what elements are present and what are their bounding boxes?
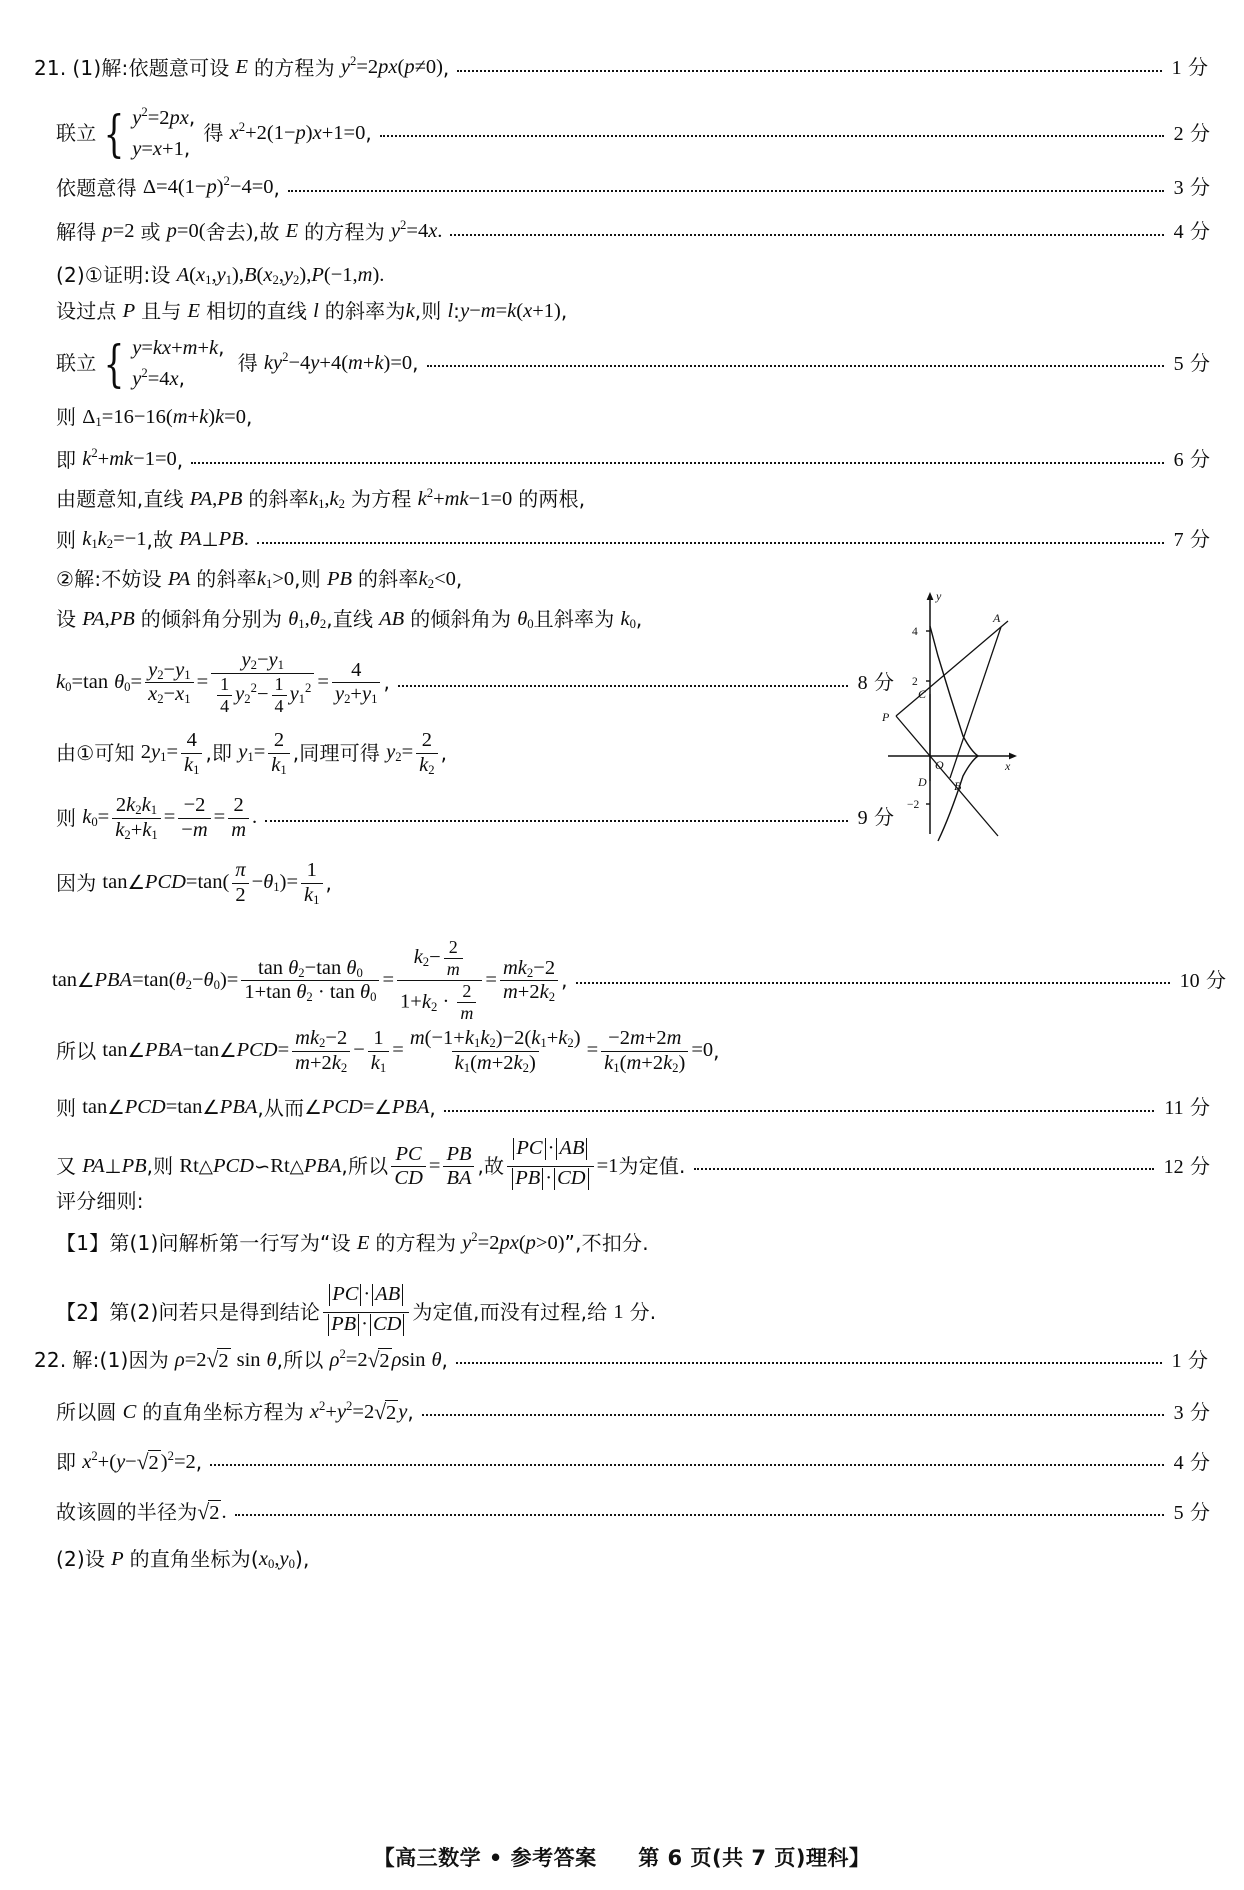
svg-text:C: C — [918, 687, 927, 701]
svg-text:2: 2 — [912, 676, 918, 688]
svg-text:B: B — [954, 779, 962, 793]
line-21-angles: 设 PA , PB 的倾斜角分别为 $\theta_1$ , $\theta_2$ ,直线 AB 的倾斜角为 $\theta_0$ 且斜率为 $k_0$ , — [56, 607, 643, 632]
dot-leader — [444, 1098, 1154, 1119]
line-22-1: 22. 解:(1)因为 ρ = 2 √ 2 sin θ ,所以 $\rho^2$ = 2 √ 2 ρ sin θ , 1 分 — [34, 1347, 1208, 1373]
svg-text:A: A — [993, 611, 1001, 625]
dot-leader — [265, 808, 847, 829]
line-21-by1: 由①可知 2 $y_1$ = $\frac{4}{k_1}$ ,即 $y_1$ = $\frac{2}{k_1}$ ,同理可得 $y_2$ = $\frac{2}{k_2}$ , — [56, 729, 448, 777]
line-21-pcd: 因为 tan ∠ PCD = tan( $\frac{\pi}{2}$ − $\theta_1$ ) = $\frac{1}{k_1}$ , — [56, 859, 333, 907]
svg-text:4: 4 — [912, 626, 918, 638]
line-21-pba: tan ∠ PBA = tan( $\theta_2$ − $\theta_0$ ) = $\frac{\tan \theta_2-\tan \theta_0}{1+\tan \theta_2 \cdot \tan \theta_0}$ = $k_2-$ $\frac{2}{m}$ $1+k_2$ · $\frac{2}{m}$ = $\frac{mk_2-2}{m+2k_2}$ , 10 分 — [52, 937, 1226, 1024]
dot-leader — [457, 58, 1161, 79]
line-21-lianli-2: 联立 { y=kx+m+k, $y^2=4x$, 得 $ky^2$ − 4 y + 4( m + k ) = 0 , 5 分 — [56, 334, 1210, 393]
line-22-4: 故该圆的半径为 √ 2 . 5 分 — [56, 1499, 1210, 1525]
score-21-11: 11 分 — [1164, 1095, 1210, 1119]
problem-22-number: 22. — [34, 1348, 67, 1373]
line-21-1: 21. (1)解:依题意可设 E 的方程为 $y^2$ = 2 px ( p ≠ 0) , 1 分 — [34, 54, 1208, 80]
dot-leader — [694, 1157, 1154, 1178]
footer-page-label: 第 6 页(共 7 页) — [638, 1846, 806, 1870]
dot-leader — [427, 353, 1164, 374]
dot-leader — [450, 222, 1163, 243]
line-22-2: 所以圆 C 的直角坐标方程为 $x^2$ + $y^2$ = 2 √ 2 y , 3 分 — [56, 1399, 1210, 1425]
line-21-diff: 所以 tan ∠ PBA − tan ∠ PCD = $\frac{mk_2-2}{m+2k_2}$ − $\frac{1}{k_1}$ = $\frac{m(-1+k_1k_2)-2(k_1+k_2)}{k_1(m+2k_2)}$ = $\frac{-2m+2m}{k_1(m+2k_2)}$ = 0 , — [56, 1027, 720, 1075]
score-22-4: 4 分 — [1173, 1449, 1210, 1474]
score-21-9: 9 分 — [857, 805, 894, 830]
dot-leader — [398, 673, 848, 694]
line-21-final: 又 PA ⊥ PB ,则 Rt △ PCD ∽ Rt △ PBA ,所以 $\frac{PC}{CD}$ = $\frac{PB}{BA}$ ,故 PC · AB PB · CD = 1 为定值. 12 分 — [56, 1138, 1210, 1196]
dot-leader — [235, 1503, 1164, 1524]
line-21-equal: 则 tan ∠ PCD = tan ∠ PBA ,从而 ∠ PCD = ∠ PBA , 11 分 — [56, 1095, 1210, 1120]
dot-leader — [288, 178, 1164, 199]
score-21-8: 8 分 — [857, 669, 894, 694]
score-21-7: 7 分 — [1173, 527, 1210, 551]
line-21-2-2-1: ②解:不妨设 PA 的斜率 $k_1$ > 0 ,则 PB 的斜率 $k_2$ < 0 , — [56, 567, 463, 592]
dot-leader — [210, 1453, 1163, 1474]
parabola-figure — [868, 586, 1018, 846]
dot-leader — [380, 123, 1164, 144]
rubric-title: 评分细则: — [56, 1189, 144, 1213]
dot-leader — [422, 1403, 1164, 1424]
equation-system-1: { $y^2=2px$, y=x+1, — [103, 104, 196, 163]
footer-bracket-left: 【 — [373, 1846, 396, 1870]
svg-text:O: O — [935, 758, 944, 772]
dot-leader — [576, 971, 1170, 992]
svg-text:y: y — [936, 589, 942, 603]
score-21-6: 6 分 — [1173, 447, 1210, 471]
score-21-4: 4 分 — [1173, 219, 1210, 243]
line-21-k2mk: 即 $k^2$ + mk − 1 = 0 , 6 分 — [56, 446, 1210, 472]
svg-text:D: D — [918, 775, 927, 789]
line-21-2-1: (2)①证明:设 A ( $x_1$ , $y_1$ ), B ( $x_2$ , $y_2$ ), P (−1, m ). — [56, 263, 385, 288]
line-21-k0: $k_0$ = tan $\theta_0$ = $\frac{y_2-y_1}{x_2-x_1}$ = $y_2-y_1$ $\frac{1}{4}$ $y_2^2-$ $\frac{1}{4}$ $y_1^2$ = $\frac{4}{y_2+y_1}$ , 8 分 — [56, 649, 894, 716]
rubric-item-1: 【1】第(1)问解析第一行写为“设 E 的方程为 $y^2$ = 2 px ( p > 0) ”,不扣分. — [56, 1230, 649, 1256]
line-21-roots: 由题意知,直线 PA , PB 的斜率 $k_1$ , $k_2$ 为方程 $k^2$ + mk − 1 = 0 的两根, — [56, 486, 586, 512]
score-21-5: 5 分 — [1173, 350, 1210, 375]
dot-leader — [456, 1351, 1162, 1372]
svg-text:P: P — [882, 710, 890, 724]
page-footer — [0, 1842, 1244, 1872]
problem-21-number: 21. — [34, 55, 67, 80]
line-22-5: (2)设 P 的直角坐标为( $x_0$ , $y_0$ ), — [56, 1547, 310, 1572]
score-21-10: 10 分 — [1179, 967, 1226, 992]
line-21-2-2: 设过点 P 且与 E 相切的直线 l 的斜率为 k ,则 l : y − m = k ( x + 1) , — [56, 299, 568, 324]
footer-track: 理科】 — [805, 1846, 871, 1870]
score-22-5: 5 分 — [1173, 1499, 1210, 1524]
score-22-1: 1 分 — [1171, 1347, 1208, 1372]
line-21-solve-p: 解得 p = 2 或 p = 0( 舍去 ) ,故 E 的方程为 $y^2$ = 4 x . 4 分 — [56, 218, 1210, 244]
line-21-lianli-1: 联立 { $y^2=2px$, y=x+1, 得 $x^2$ + 2(1 − p ) x + 1 = 0 , 2 分 — [56, 104, 1210, 163]
score-21-1: 1 分 — [1171, 55, 1208, 79]
line-22-3: 即 $x^2$ + ( y − √ 2 )$^2$ = 2 , 4 分 — [56, 1449, 1210, 1475]
rubric-item-2: 【2】第(2)问若只是得到结论 PC · AB PB · CD 为定值,而没有过程,给 1 分. — [56, 1284, 656, 1342]
line-21-delta: 依题意得 Δ = 4(1 − p )$^2$ − 4 = 0 , 3 分 — [56, 174, 1210, 200]
score-21-12: 12 分 — [1163, 1153, 1210, 1178]
svg-text:x: x — [1005, 759, 1011, 773]
score-21-3: 3 分 — [1173, 175, 1210, 199]
dot-leader — [257, 530, 1164, 551]
equation-system-2: { y=kx+m+k, $y^2=4x$, — [103, 334, 225, 393]
dot-leader — [191, 450, 1163, 471]
line-21-delta1: 则 $\Delta_1$ = 16 − 16( m + k ) k = 0 , — [56, 405, 253, 430]
footer-subject: 高三数学 • 参考答案 — [395, 1846, 597, 1870]
line-21-perp: 则 $k_1k_2$ =− 1 ,故 PA ⊥ PB . 7 分 — [56, 527, 1210, 552]
svg-text:−2: −2 — [907, 799, 920, 811]
score-22-3: 3 分 — [1173, 1399, 1210, 1424]
score-21-2: 2 分 — [1173, 120, 1210, 145]
line-21-k0val: 则 $k_0$ = $\frac{2k_2k_1}{k_2+k_1}$ = $\frac{-2}{-m}$ = $\frac{2}{m}$ . 9 分 — [56, 794, 894, 842]
